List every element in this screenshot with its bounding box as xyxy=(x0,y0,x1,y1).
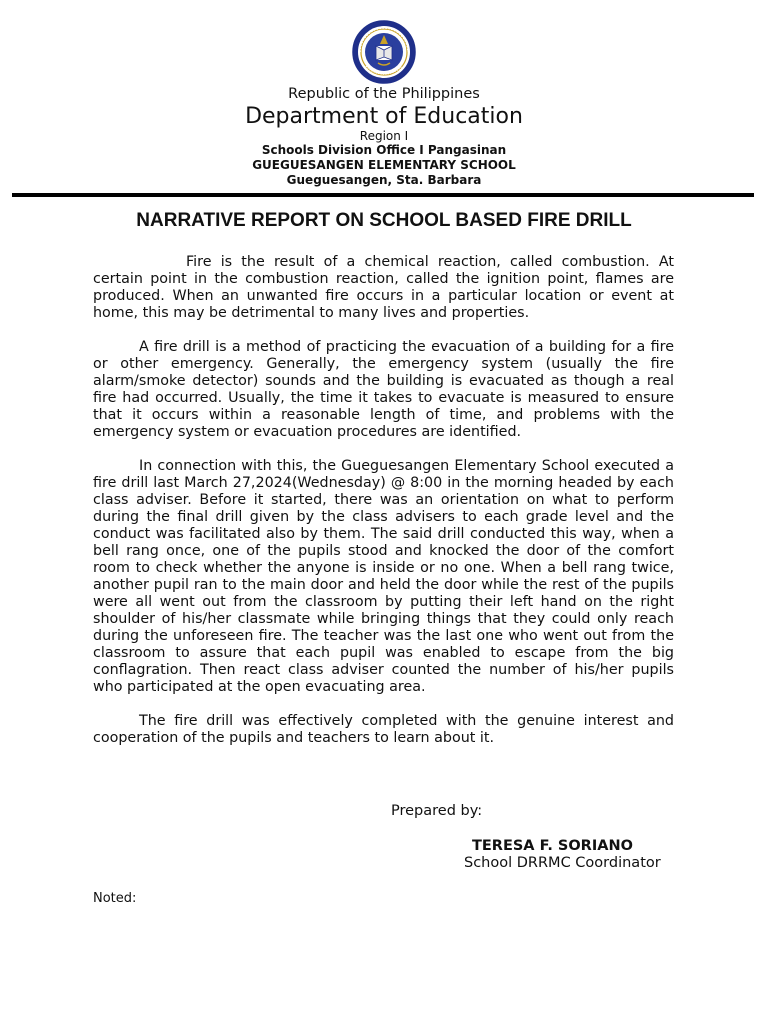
header-divider xyxy=(12,193,754,197)
seal-bottom-text xyxy=(416,20,417,21)
report-title: NARRATIVE REPORT ON SCHOOL BASED FIRE DRILL xyxy=(136,210,632,231)
letterhead-division: Schools Division Office I Pangasinan xyxy=(261,143,507,157)
signatory-name: TERESA F. SORIANO xyxy=(472,838,633,854)
letterhead-republic: Republic of the Philippines xyxy=(288,86,480,102)
prepared-by-label: Prepared by: xyxy=(391,803,483,819)
paragraph-intro: Fire is the result of a chemical reaction, called combustion. At certain point in the combustion reaction, called the ignition point, flames are produced. When an unwanted fire occurs in a particular location or event at home, this may be detrimental to many lives and properties. xyxy=(93,254,674,321)
seal-graphic xyxy=(352,20,416,84)
paragraph-conclusion: The fire drill was effectively completed with the genuine interest and cooperation of the pupils and teachers to learn about it. xyxy=(93,713,674,746)
letterhead-department: Department of Education xyxy=(245,104,523,129)
signatory-position: School DRRMC Coordinator xyxy=(464,855,661,871)
deped-seal-logo xyxy=(352,20,416,84)
paragraph-definition: A fire drill is a method of practicing the evacuation of a building for a fire or other emergency. Generally, the emergency system (usually the fire alarm/smoke detector) sounds and the building is evacuated as though a real fire had occurred. Usually, the time it takes to evacuate is measured to ensure that it occurs within a reasonable length of time, and problems with the emergency system or evacuation procedures are identified. xyxy=(93,339,674,440)
letterhead-address: Gueguesangen, Sta. Barbara xyxy=(286,173,482,187)
letterhead-region: Region I xyxy=(359,129,409,143)
seal-ring-text xyxy=(416,20,417,21)
report-body xyxy=(93,254,674,764)
paragraph-narrative: In connection with this, the Gueguesangen Elementary School executed a fire drill last March 27,2024(Wednesday) @ 8:00 in the morning headed by each class adviser. Before it started, there was an orientation on what to perform during the final drill given by the class advisers to each grade level and the conduct was facilitated also by them. The said drill conducted this way, when a bell rang once, one of the pupils stood and knocked the door of the comfort room to check whether the anyone is inside or no one. When a bell rang twice, another pupil ran to the main door and held the door while the rest of the pupils were all went out from the classroom by putting their left hand on the right shoulder of his/her classmate while bringing things that they could only reach during the unforeseen fire. The teacher was the last one who went out from the classroom to assure that each pupil was enabled to escape from the big conflagration. Then react class adviser counted the number of his/her pupils who participated at the open evacuating area. xyxy=(93,458,674,695)
noted-label: Noted: xyxy=(93,891,137,906)
letterhead-school: GUEGUESANGEN ELEMENTARY SCHOOL xyxy=(252,158,516,172)
